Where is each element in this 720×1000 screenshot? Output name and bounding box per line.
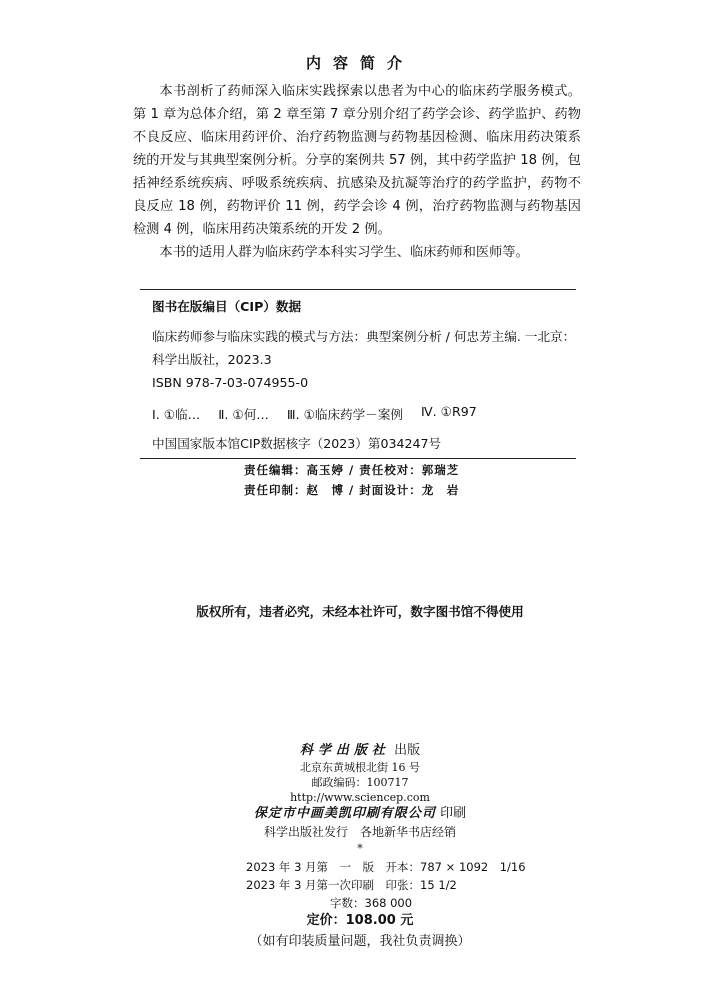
publisher-line — [0, 742, 720, 760]
cip-isbn: ISBN 978-7-03-074955-0 — [152, 375, 309, 390]
price: 定价：108.00 元 — [306, 913, 414, 928]
printer-line — [0, 805, 720, 823]
separator-star: * — [357, 842, 363, 855]
publisher-action: 出版 — [394, 743, 421, 758]
staff-line-2: 责任印制：赵 博 / 封面设计：龙 岩 — [244, 483, 460, 497]
distribution: 科学出版社发行 各地新华书店经销 — [263, 825, 456, 839]
printer-name: 保定市中画美凯印刷有限公司 — [253, 806, 436, 821]
publisher-block — [0, 742, 720, 856]
publisher-postcode: 邮政编码：100717 — [311, 776, 409, 789]
quality-notice: （如有印装质量问题，我社负责调换） — [249, 934, 471, 949]
cip-entry: 临床药师参与临床实践的模式与方法：典型案例分析 / 何忠芳主编. 一北京：科学出版社，2023.3 — [152, 329, 576, 367]
copyright-notice: 版权所有，违者必究，未经本社许可，数字图书馆不得使用 — [196, 604, 524, 619]
cip-class-2: Ⅱ. ①何… — [218, 407, 269, 422]
cip-class-4: Ⅳ. ①R97 — [421, 404, 477, 419]
staff-line-1: 责任编辑：高玉婷 / 责任校对：郭瑞芝 — [244, 463, 460, 477]
intro-text — [133, 80, 581, 264]
intro-paragraph-2: 本书的适用人群为临床药学本科实习学生、临床药师和医师等。 — [159, 245, 529, 260]
cip-class-1: Ⅰ. ①临… — [152, 407, 201, 422]
staff-credits — [244, 460, 544, 500]
publisher-name: 科学出版社 — [299, 743, 390, 758]
publisher-address: 北京东黄城根北街 16 号 — [300, 761, 420, 774]
intro-title: 内容简介 — [305, 54, 414, 72]
cip-block — [140, 289, 576, 459]
cip-classifications — [140, 404, 576, 423]
cip-class-3: Ⅲ. ①临床药学－案例 — [286, 407, 404, 422]
spec-printing: 2023 年 3 月第一次印刷 印张：15 1/2 — [246, 878, 457, 892]
publisher-website: http://www.sciencep.com — [290, 791, 430, 804]
spec-block — [246, 858, 566, 912]
spec-edition: 2023 年 3 月第 一 版 开本：787 × 1092 1/16 — [246, 860, 526, 874]
cip-number: 中国国家版本馆CIP数据核字（2023）第034247号 — [152, 436, 442, 451]
spec-word-count: 字数：368 000 — [330, 896, 413, 910]
cip-entry-block — [140, 325, 576, 394]
printer-action: 印刷 — [440, 806, 467, 821]
intro-paragraph-1: 本书剖析了药师深入临床实践探索以患者为中心的临床药学服务模式。第 1 章为总体介绍，第 2 章至第 7 章分别介绍了药学会诊、药学监护、药物不良反应、临床用药评价、治疗药物监测与药物基因检测、临床用药决策系统的开发与其典型案例分析。分享的案例共 57 例，其中药学监护 18 例，包括神经系统疾病、呼吸系统疾病、抗感染及抗凝等治疗的药学监护，药物不良反应 18 例，药物评价 11 例，药学会诊 4 例，治疗药物监测与药物基因检测 4 例，临床用药决策系统的开发 2 例。 — [133, 84, 581, 237]
cip-heading: 图书在版编目（CIP）数据 — [152, 299, 302, 314]
